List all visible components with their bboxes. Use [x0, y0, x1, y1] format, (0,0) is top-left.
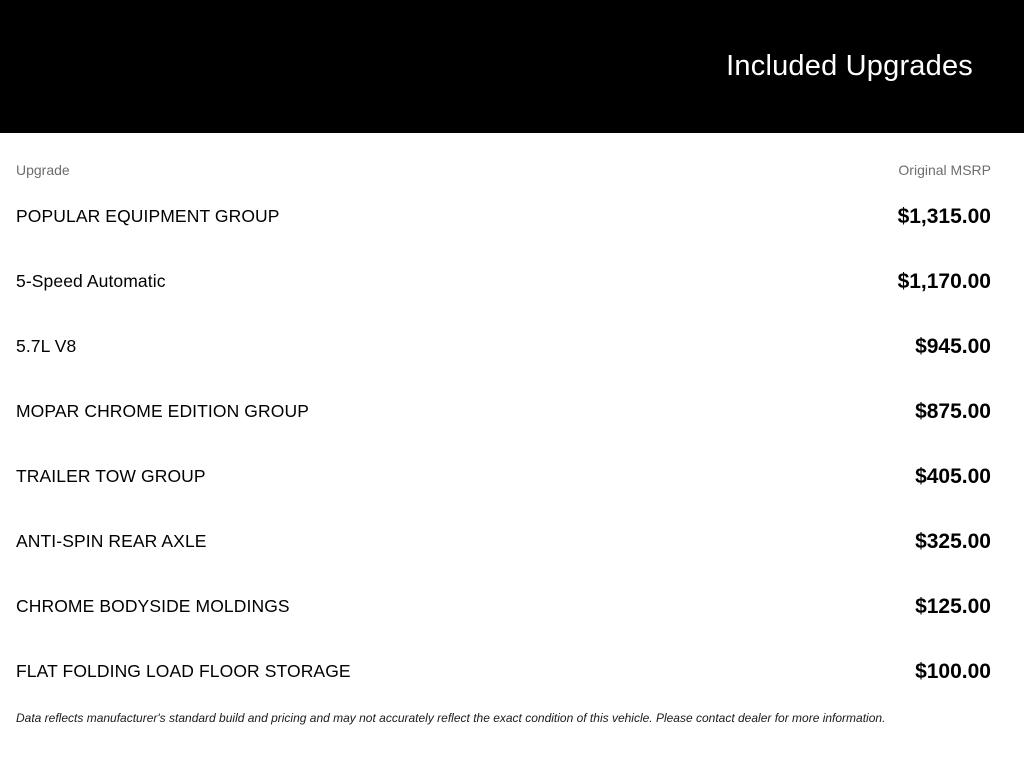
upgrade-name: 5.7L V8	[16, 336, 77, 356]
table-row	[16, 444, 991, 509]
upgrade-price: $1,315.00	[897, 204, 991, 228]
upgrades-table	[0, 156, 1024, 725]
upgrade-name: 5-Speed Automatic	[16, 271, 166, 291]
upgrade-name: TRAILER TOW GROUP	[16, 466, 206, 486]
upgrade-price: $100.00	[915, 659, 991, 683]
table-row	[16, 249, 991, 314]
upgrade-price: $945.00	[915, 334, 991, 358]
column-header-msrp: Original MSRP	[898, 162, 991, 178]
upgrade-price: $875.00	[915, 399, 991, 423]
table-row	[16, 314, 991, 379]
header-bar	[0, 0, 1024, 133]
table-row	[16, 379, 991, 444]
upgrade-name: MOPAR CHROME EDITION GROUP	[16, 401, 309, 421]
upgrade-price: $125.00	[915, 594, 991, 618]
table-column-headers	[16, 156, 991, 184]
upgrade-price: $325.00	[915, 529, 991, 553]
table-row	[16, 184, 991, 249]
table-row	[16, 509, 991, 574]
page-title: Included Upgrades	[726, 50, 973, 82]
table-row	[16, 639, 991, 704]
upgrade-name: FLAT FOLDING LOAD FLOOR STORAGE	[16, 661, 351, 681]
upgrade-name: ANTI-SPIN REAR AXLE	[16, 531, 207, 551]
upgrade-name: POPULAR EQUIPMENT GROUP	[16, 206, 280, 226]
upgrade-price: $405.00	[915, 464, 991, 488]
upgrade-price: $1,170.00	[897, 269, 991, 293]
column-header-upgrade: Upgrade	[16, 162, 70, 178]
table-row	[16, 574, 991, 639]
disclaimer-text: Data reflects manufacturer's standard build and pricing and may not accurately reflect the exact condition of this vehicle. Please contact dealer for more information.	[16, 711, 886, 725]
upgrade-name: CHROME BODYSIDE MOLDINGS	[16, 596, 290, 616]
